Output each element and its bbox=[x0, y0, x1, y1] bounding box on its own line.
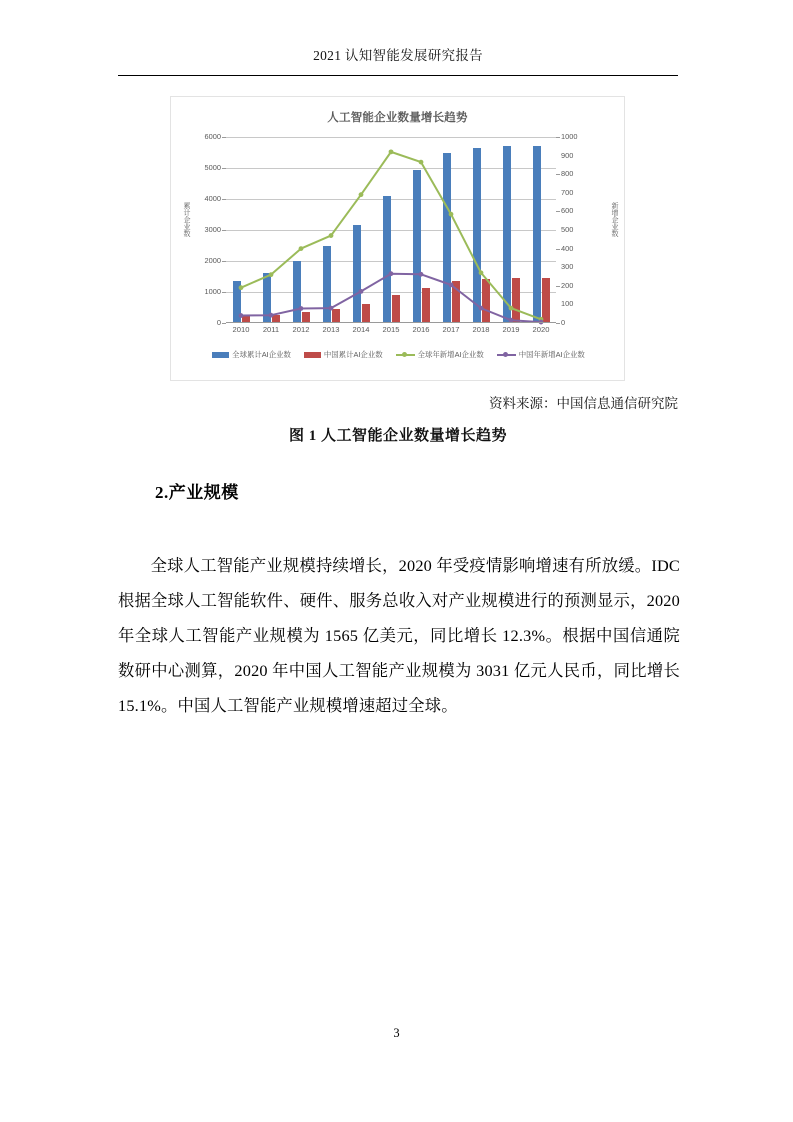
chart-line-series bbox=[226, 137, 556, 323]
legend-line-swatch bbox=[396, 351, 415, 358]
x-axis-tick-label: 2013 bbox=[322, 325, 340, 334]
legend-label: 全球累计AI企业数 bbox=[232, 350, 291, 359]
chart-x-axis bbox=[226, 322, 556, 323]
chart-line-marker bbox=[509, 306, 514, 311]
chart-x-axis-labels bbox=[226, 325, 556, 339]
chart-line-marker bbox=[329, 306, 334, 311]
x-axis-tick-label: 2019 bbox=[502, 325, 520, 334]
right-axis-tick-label: 800 bbox=[561, 169, 574, 179]
left-axis-tick-label: 2000 bbox=[204, 256, 221, 265]
chart-line-marker bbox=[449, 282, 454, 287]
chart-line-marker bbox=[419, 272, 424, 277]
legend-label: 中国累计AI企业数 bbox=[323, 350, 383, 359]
right-axis-tickmark bbox=[556, 323, 560, 324]
x-axis-tick-label: 2018 bbox=[472, 325, 490, 334]
chart-line-marker bbox=[239, 313, 244, 318]
right-axis-tickmark bbox=[556, 211, 560, 212]
right-axis-tickmark bbox=[556, 174, 560, 175]
left-axis-tick-label: 3000 bbox=[204, 225, 221, 234]
section-heading: 2.产业规模 bbox=[155, 483, 239, 502]
legend-item[interactable] bbox=[497, 349, 585, 360]
right-axis-tick-label: 1000 bbox=[561, 132, 578, 141]
legend-label: 中国年新增AI企业数 bbox=[518, 350, 585, 359]
x-axis-tick-label: 2017 bbox=[442, 325, 460, 334]
left-axis-tickmark bbox=[222, 323, 226, 324]
right-axis-tickmark bbox=[556, 137, 560, 138]
right-axis-tickmark bbox=[556, 249, 560, 250]
chart-line-marker bbox=[299, 306, 304, 311]
chart-plot-area bbox=[204, 132, 578, 327]
chart-line-marker bbox=[389, 271, 394, 276]
chart-line-marker bbox=[479, 306, 484, 311]
left-axis-tick-label: 6000 bbox=[204, 132, 221, 141]
chart-line-marker bbox=[359, 289, 364, 294]
left-axis-tick-label: 1000 bbox=[204, 287, 221, 296]
legend-label: 全球年新增AI企业数 bbox=[417, 350, 484, 359]
x-axis-tick-label: 2015 bbox=[382, 325, 400, 334]
figure-caption: 图 1 人工智能企业数量增长趋势 bbox=[288, 428, 507, 444]
legend-bar-swatch bbox=[304, 352, 321, 358]
chart-line-marker bbox=[389, 149, 394, 154]
chart-line-marker bbox=[239, 285, 244, 290]
chart-line-marker bbox=[449, 212, 454, 217]
right-axis-tick-label: 500 bbox=[561, 225, 574, 234]
chart-line-marker bbox=[419, 160, 424, 165]
legend-item[interactable] bbox=[304, 349, 383, 360]
left-axis-tick-label: 0 bbox=[216, 318, 221, 327]
chart-line-marker bbox=[479, 270, 484, 275]
right-axis-tick-label: 200 bbox=[561, 280, 574, 290]
left-axis-title: 累计企业数 bbox=[183, 202, 190, 237]
left-axis-tick-label: 4000 bbox=[204, 194, 221, 203]
figure-chart-container bbox=[170, 96, 625, 381]
right-axis-tick-label: 300 bbox=[561, 262, 574, 272]
chart-line bbox=[241, 274, 541, 322]
chart-line-marker bbox=[329, 233, 334, 238]
right-axis-title: 新增企业数 bbox=[611, 202, 618, 237]
running-header: 2021 认知智能发展研究报告 bbox=[313, 48, 483, 63]
right-axis-tick-label: 400 bbox=[561, 243, 574, 253]
x-axis-tick-label: 2011 bbox=[262, 325, 280, 334]
chart-line-marker bbox=[269, 313, 274, 318]
x-axis-tick-label: 2010 bbox=[232, 325, 250, 334]
chart-title: 人工智能企业数量增长趋势 bbox=[327, 112, 468, 124]
x-axis-tick-label: 2016 bbox=[412, 325, 430, 334]
figure-source-note: 资料来源：中国信息通信研究院 bbox=[489, 396, 678, 411]
chart-line bbox=[241, 152, 541, 319]
legend-item[interactable] bbox=[212, 349, 291, 360]
right-axis-tick-label: 900 bbox=[561, 150, 574, 160]
legend-item[interactable] bbox=[396, 349, 484, 360]
body-paragraph: 全球人工智能产业规模持续增长，2020 年受疫情影响增速有所放缓。IDC 根据全球人工智能软件、硬件、服务总收入对产业规模进行的预测显示，2020 年全球人工智能产业规模为 1565 亿美元，同比增长 12.3%。根据中国信通院数研中心测算，2020 年中国人工智能产业规模为 3031 亿元人民币，同比增长 15.1%。中国人工智能产业规模增速超过全球。 bbox=[118, 556, 680, 715]
legend-line-swatch bbox=[497, 351, 516, 358]
legend-bar-swatch bbox=[212, 352, 229, 358]
right-axis-tick-label: 100 bbox=[561, 299, 574, 309]
chart-line-marker bbox=[269, 272, 274, 277]
x-axis-tick-label: 2012 bbox=[292, 325, 310, 334]
right-axis-tickmark bbox=[556, 286, 560, 287]
right-axis-tick-label: 0 bbox=[561, 318, 566, 327]
chart-line-marker bbox=[299, 246, 304, 251]
left-axis-tick-label: 5000 bbox=[204, 163, 221, 172]
page-number: 3 bbox=[393, 1026, 400, 1040]
x-axis-tick-label: 2014 bbox=[352, 325, 370, 334]
x-axis-tick-label: 2020 bbox=[532, 325, 550, 334]
right-axis-tick-label: 600 bbox=[561, 206, 574, 216]
header-divider bbox=[118, 75, 678, 76]
chart-legend bbox=[181, 349, 616, 360]
chart-line-marker bbox=[359, 192, 364, 197]
right-axis-tick-label: 700 bbox=[561, 187, 574, 197]
